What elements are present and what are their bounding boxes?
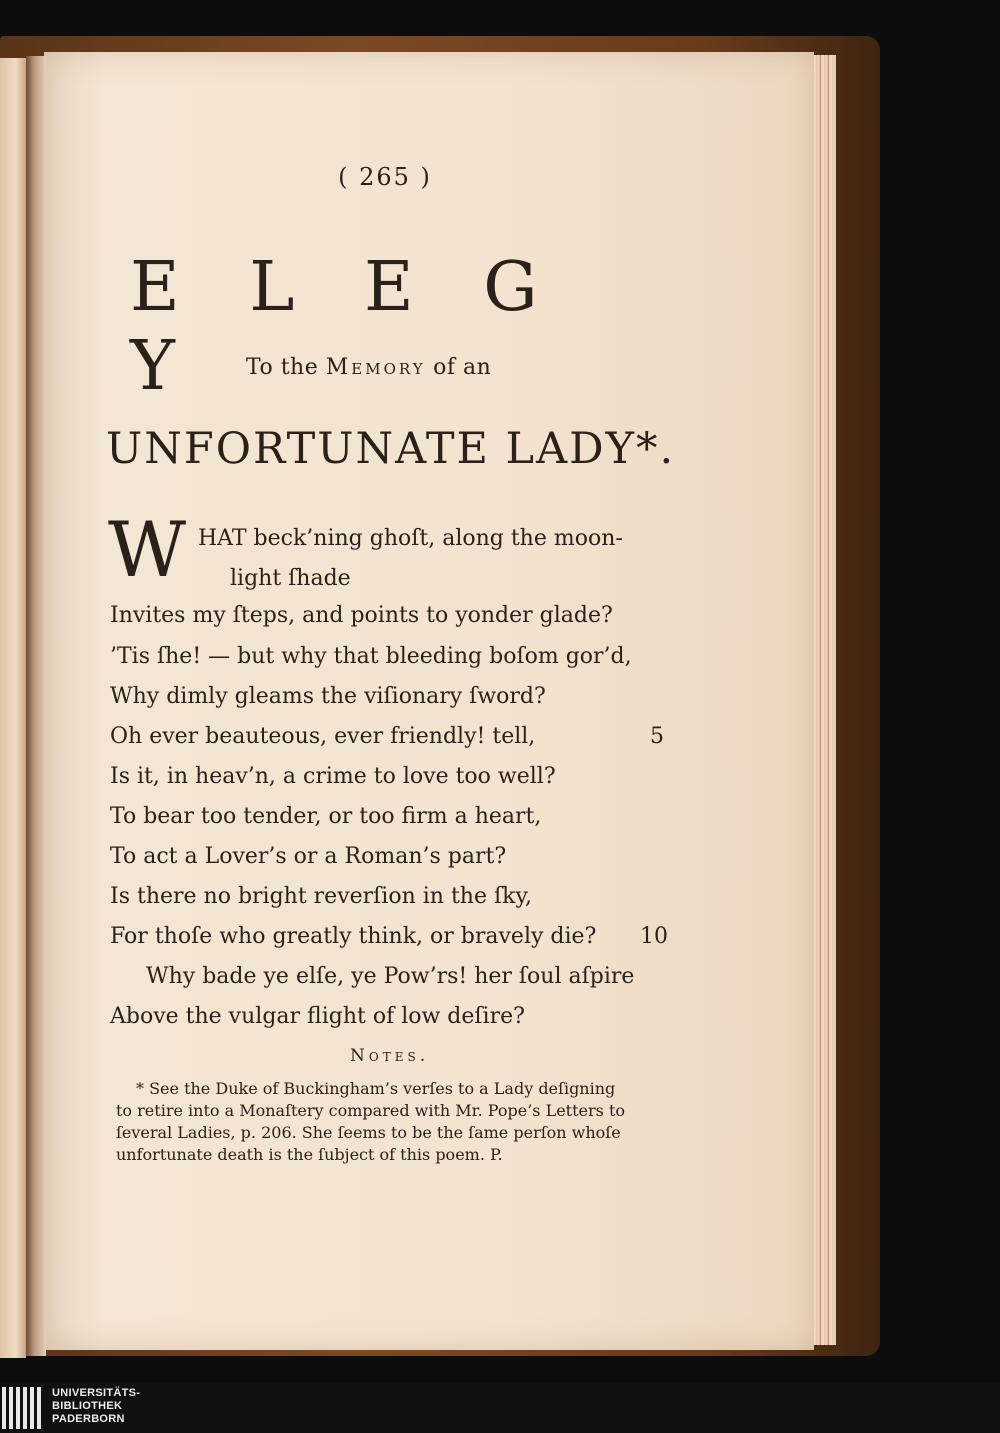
poem-line: Is there no bright reverſion in the ſky, [110,884,532,909]
poem-line: For thoſe who greatly think, or bravely die? [110,924,597,949]
line-number: 10 [640,924,668,949]
subtitle-pre: To the [246,355,326,380]
poem-line: To bear too tender, or too firm a heart, [110,804,542,829]
poem-line: Why bade ye elſe, ye Pow’rs! her ſoul aſpire [146,964,635,989]
library-logo-text [52,1387,140,1426]
footnote-line: to retire into a Monaſtery compared with Mr. Pope’s Letters to [116,1101,626,1120]
logo-line: BIBLIOTHEK [52,1400,123,1412]
poem-line: Why dimly gleams the viſionary ſword? [110,684,546,709]
line-number: 5 [650,724,664,749]
poem-heading: UNFORTUNATE LADY*. [106,424,676,474]
poem-line: Invites my ſteps, and points to yonder glade? [110,603,613,628]
poem-line: light ſhade [230,566,351,591]
book-gutter [26,56,46,1356]
drop-cap: W [108,505,187,594]
library-logo-icon [2,1387,46,1429]
notes-heading: Notes. [350,1046,430,1066]
poem-line: Above the vulgar flight of low deſire? [110,1004,525,1029]
poem-line: HAT beck’ning ghoſt, along the moon- [198,526,623,551]
poem-line: Is it, in heav’n, a crime to love too well? [110,764,556,789]
logo-line: UNIVERSITÄTS- [52,1387,141,1399]
subtitle-post: of an [425,355,492,380]
facing-page-edge [0,58,26,1358]
page-number: ( 265 ) [338,163,432,191]
footnote-line: unfortunate death is the ſubject of this poem. P. [116,1145,503,1164]
subtitle-memory: Memory [325,355,426,380]
footnote-line: * See the Duke of Buckingham’s verſes to a Lady deſigning [136,1079,616,1098]
subtitle [246,355,646,380]
footnote-line: ſeveral Ladies, p. 206. She ſeems to be the ſame perſon whoſe [116,1123,621,1142]
poem-line: ’Tis ſhe! — but why that bleeding boſom gor’d, [110,644,632,669]
page-title: E L E G Y [130,248,562,406]
logo-line: PADERBORN [52,1413,125,1425]
poem-line: To act a Lover’s or a Roman’s part? [110,844,507,869]
footer-bar [0,1383,1000,1433]
poem-line: Oh ever beauteous, ever friendly! tell, [110,724,536,749]
